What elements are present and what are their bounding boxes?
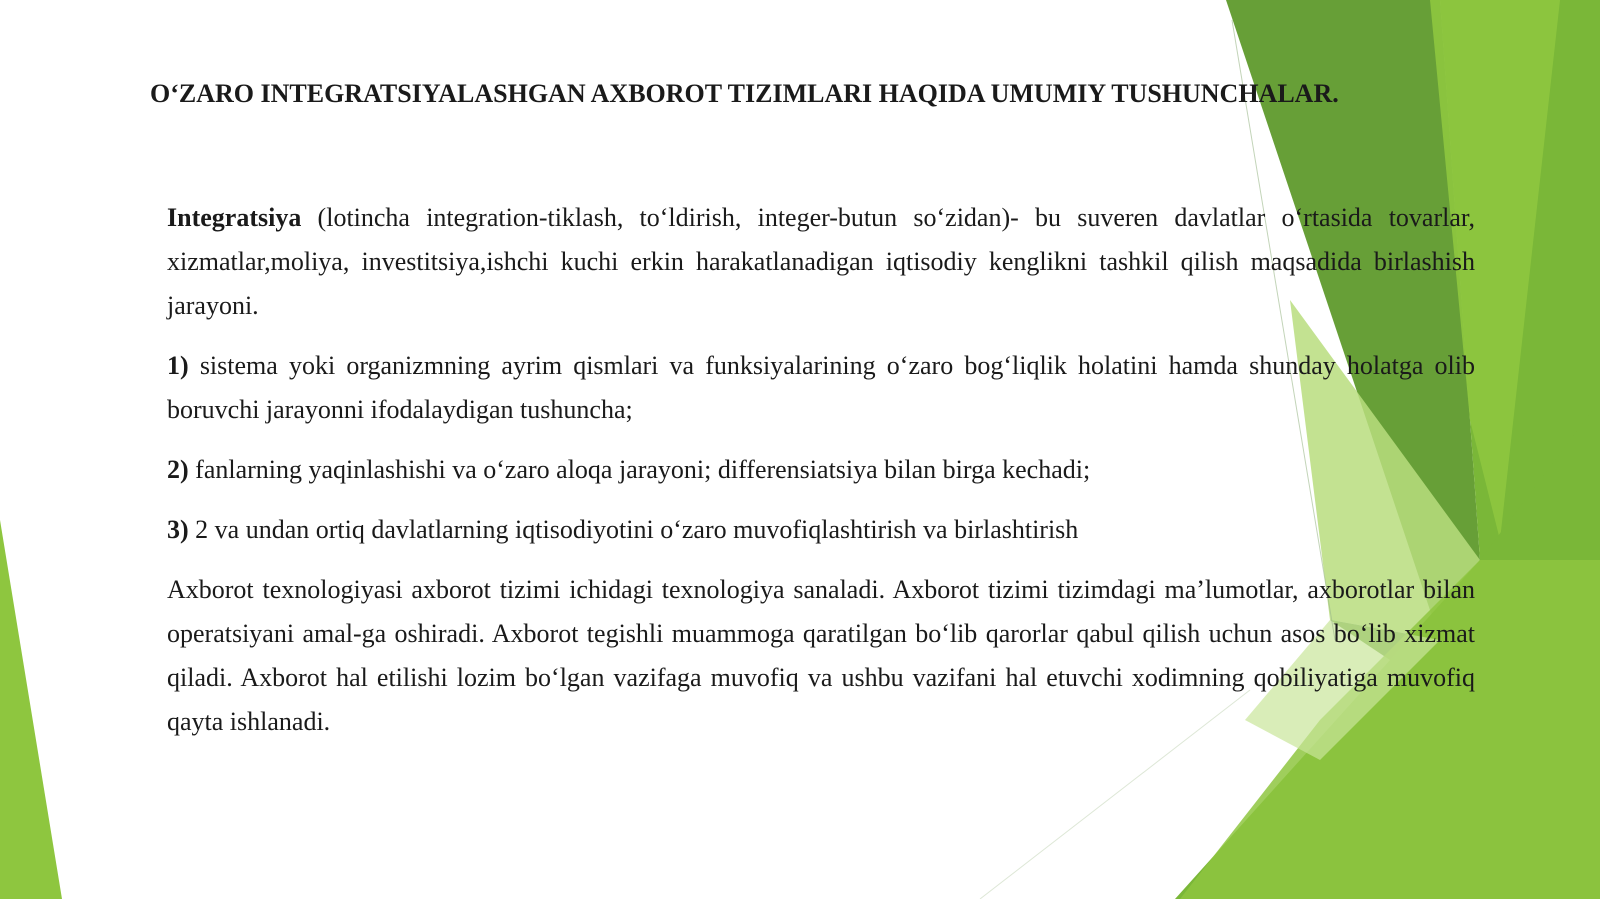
list-item-number: 1): [167, 351, 189, 380]
list-item-number: 2): [167, 455, 189, 484]
definition-paragraph: [167, 196, 1475, 328]
list-item-number: 3): [167, 515, 189, 544]
slide-title: O‘ZARO INTEGRATSIYALASHGAN AXBOROT TIZIMLARI HAQIDA UMUMIY TUSHUNCHALAR.: [150, 79, 1339, 108]
list-item-text: sistema yoki organizmning ayrim qismlari va funksiyalarining o‘zaro bog‘liqlik holatini hamda shunday holatga olib boruvchi jarayonni ifodalaydigan tushuncha;: [167, 351, 1475, 424]
list-item-3: [167, 508, 1475, 552]
list-item-text: 2 va undan ortiq davlatlarning iqtisodiyotini o‘zaro muvofiqlashtirish va birlashtirish: [188, 515, 1079, 544]
content-body: [167, 196, 1475, 760]
body-paragraph: Axborot texnologiyasi axborot tizimi ichidagi texnologiya sanaladi. Axborot tizimi tizimdagi ma’lumotlar, axborotlar bilan operatsiyani amal-ga oshiradi. Axborot tegishli muammoga qaratilgan bo‘lib qarorlar qabul qilish uchun asos bo‘lib xizmat qiladi. Axborot hal etilishi lozim bo‘lgan vazifaga muvofiq va ushbu vazifani hal etuvchi xodimning qobiliyatiga muvofiq qayta ishlanadi.: [167, 575, 1475, 736]
definition-text: (lotincha integration-tiklash, to‘ldirish, integer-butun so‘zidan)- bu suveren davlatlar o‘rtasida tovarlar, xizmatlar,moliya, investitsiya,ishchi kuchi erkin harakatlanadigan iqtisodiy kenglikni tashkil qilish maqsadida birlashish jarayoni.: [167, 203, 1475, 320]
list-item-text: fanlarning yaqinlashishi va o‘zaro aloqa jarayoni; differensiatsiya bilan birga kechadi;: [188, 455, 1091, 484]
definition-term: Integratsiya: [167, 203, 302, 232]
list-item-1: [167, 344, 1475, 432]
list-item-2: [167, 448, 1475, 492]
left-green-facet: [0, 520, 62, 899]
